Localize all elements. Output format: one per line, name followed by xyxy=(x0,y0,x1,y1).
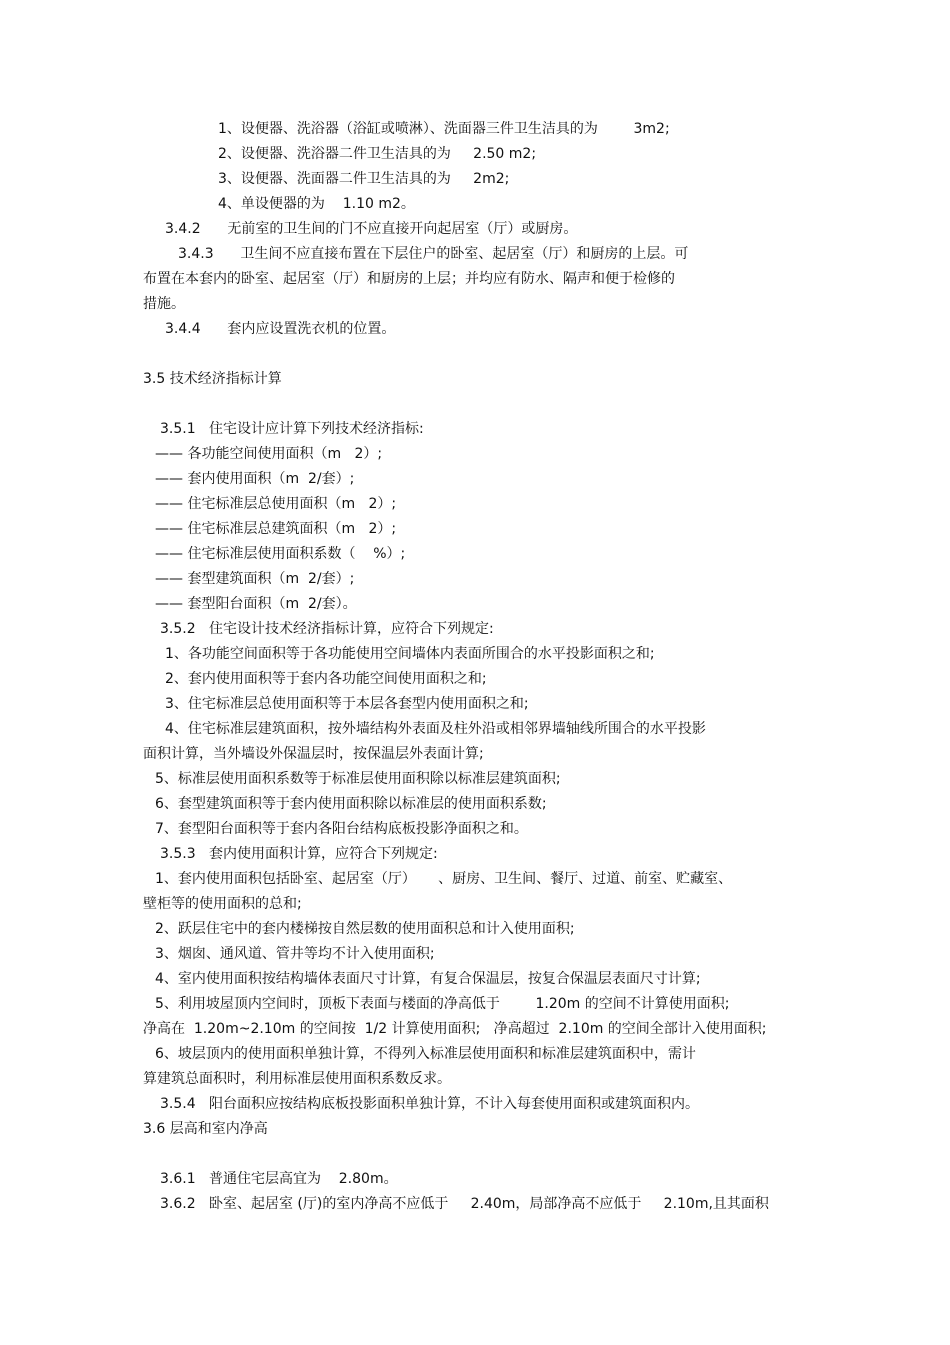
section-heading-3-5: 3.5 技术经济指标计算 xyxy=(143,371,282,387)
list-item: 3、住宅标准层总使用面积等于本层各套型内使用面积之和; xyxy=(165,696,529,712)
list-item: 5、标准层使用面积系数等于标准层使用面积除以标准层建筑面积; xyxy=(155,771,561,787)
text-line: 壁柜等的使用面积的总和; xyxy=(143,896,302,912)
list-item: 7、套型阳台面积等于套内各阳台结构底板投影净面积之和。 xyxy=(155,821,528,837)
list-item: 6、套型建筑面积等于套内使用面积除以标准层的使用面积系数; xyxy=(155,796,547,812)
text-line: 净高在 1.20m~2.10m 的空间按 1/2 计算使用面积; 净高超过 2.10m 的空间全部计入使用面积; xyxy=(143,1021,767,1037)
text-line: 3、设便器、洗面器二件卫生洁具的为 2m2; xyxy=(218,171,510,187)
clause-3-4-2: 3.4.2 无前室的卫生间的门不应直接开向起居室（厅）或厨房。 xyxy=(165,221,578,237)
list-item: —— 套型建筑面积（m 2/套）; xyxy=(155,571,355,587)
clause-3-5-3: 3.5.3 套内使用面积计算，应符合下列规定: xyxy=(160,846,438,862)
list-item: 4、室内使用面积按结构墙体表面尺寸计算，有复合保温层，按复合保温层表面尺寸计算; xyxy=(155,971,701,987)
clause-3-5-4: 3.5.4 阳台面积应按结构底板投影面积单独计算，不计入每套使用面积或建筑面积内。 xyxy=(160,1096,699,1112)
section-heading-3-6: 3.6 层高和室内净高 xyxy=(143,1121,268,1137)
list-item: 4、住宅标准层建筑面积，按外墙结构外表面及柱外沿或相邻界墙轴线所围合的水平投影 xyxy=(165,721,706,737)
text-line: 算建筑总面积时，利用标准层使用面积系数反求。 xyxy=(143,1071,451,1087)
list-item: —— 住宅标准层总建筑面积（m 2）; xyxy=(155,521,397,537)
clause-3-6-1: 3.6.1 普通住宅层高宜为 2.80m。 xyxy=(160,1171,398,1187)
text-line: 面积计算，当外墙设外保温层时，按保温层外表面计算; xyxy=(143,746,484,762)
list-item: —— 套型阳台面积（m 2/套）。 xyxy=(155,596,357,612)
list-item: 3、烟囱、通风道、管井等均不计入使用面积; xyxy=(155,946,435,962)
list-item: —— 套内使用面积（m 2/套）; xyxy=(155,471,355,487)
text-line: 4、单设便器的为 1.10 m2。 xyxy=(218,196,415,212)
clause-3-5-2: 3.5.2 住宅设计技术经济指标计算，应符合下列规定: xyxy=(160,621,494,637)
clause-3-4-4: 3.4.4 套内应设置洗衣机的位置。 xyxy=(165,321,396,337)
list-item: 1、各功能空间面积等于各功能使用空间墙体内表面所围合的水平投影面积之和; xyxy=(165,646,655,662)
text-line: 措施。 xyxy=(143,296,185,312)
text-line: 布置在本套内的卧室、起居室（厅）和厨房的上层；并均应有防水、隔声和便于检修的 xyxy=(143,271,675,287)
list-item: 5、利用坡屋顶内空间时，顶板下表面与楼面的净高低于 1.20m 的空间不计算使用面积; xyxy=(155,996,730,1012)
list-item: 1、套内使用面积包括卧室、起居室（厅） 、厨房、卫生间、餐厅、过道、前室、贮藏室、 xyxy=(155,871,733,887)
clause-3-5-1: 3.5.1 住宅设计应计算下列技术经济指标: xyxy=(160,421,424,437)
list-item: 2、套内使用面积等于套内各功能空间使用面积之和; xyxy=(165,671,487,687)
list-item: 2、跃层住宅中的套内楼梯按自然层数的使用面积总和计入使用面积; xyxy=(155,921,575,937)
list-item: —— 住宅标准层使用面积系数（ %）; xyxy=(155,546,406,562)
text-line: 2、设便器、洗浴器二件卫生洁具的为 2.50 m2; xyxy=(218,146,537,162)
list-item: —— 各功能空间使用面积（m 2）; xyxy=(155,446,383,462)
text-line: 1、设便器、洗浴器（浴缸或喷淋）、洗面器三件卫生洁具的为 3m2; xyxy=(218,121,670,137)
clause-3-6-2: 3.6.2 卧室、起居室 (厅)的室内净高不应低于 2.40m，局部净高不应低于 2.10m,且其面积 xyxy=(160,1196,769,1212)
list-item: 6、坡层顶内的使用面积单独计算，不得列入标准层使用面积和标准层建筑面积中，需计 xyxy=(155,1046,696,1062)
list-item: —— 住宅标准层总使用面积（m 2）; xyxy=(155,496,397,512)
clause-3-4-3: 3.4.3 卫生间不应直接布置在下层住户的卧室、起居室（厅）和厨房的上层。可 xyxy=(178,246,689,262)
